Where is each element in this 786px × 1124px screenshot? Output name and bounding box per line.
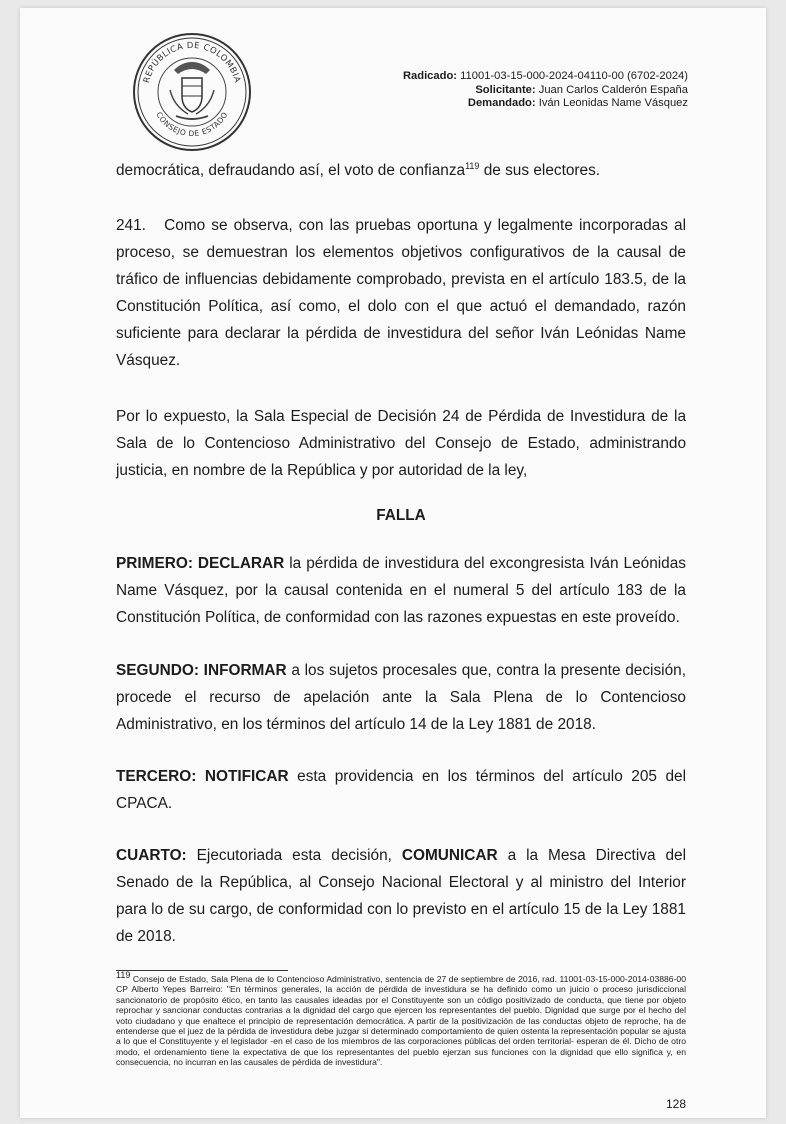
paragraph-tercero: TERCERO: NOTIFICAR esta providencia en los términos del artículo 205 del CPACA. <box>116 768 686 812</box>
paragraph-continuation: democrática, defraudando así, el voto de confianza$^{119}$ de sus electores. <box>116 160 601 179</box>
svg-text:CONSEJO DE ESTADO: CONSEJO DE ESTADO <box>154 110 230 139</box>
paragraph-cuarto: CUARTO: Ejecutoriada esta decisión, COMUNICAR a la Mesa Directiva del Senado de la República, al Consejo Nacional Electoral y al ministro del Interior para lo de su cargo, de conformidad con lo previsto en el artículo 15 de la Ley 1881 de 2018. <box>116 847 686 945</box>
svg-text:REPÚBLICA DE COLOMBIA: REPÚBLICA DE COLOMBIA <box>141 40 243 85</box>
footnote-119: $^{119}$ Consejo de Estado, Sala Plena de lo Contencioso Administrativo, sentencia de 27 de septiembre de 2016, rad. 11001-03-15-000-2014-03886-00 CP Alberto Yepes Barreiro: "En términos generales, la acción de pérdida de investidura se ha definido como un juicio o proceso jurisdiccional sancionatorio de propósito ético, en tanto las causales ideadas por el Constituyente son un código positivizado de conducta, que tiene por objeto reprochar y sancionar conductas contrarias a la dignidad del cargo que ejercen los representantes del pueblo. Dignidad que surge por el hecho del voto ciudadano y que enaltece el principio de representación democrática. A partir de la positivización de las conductas objeto de reproche, ha de entenderse que el juez de la pérdida de investidura debe juzgar si determinado comportamiento de quien ostenta la representación popular se ajusta a lo que el Constituyente y el legislador -en el caso de los miembros de las corporaciones públicas del orden territorial- esperan de él. Dicho de otro modo, el ordenamiento tiene la expectativa de que los representantes del pueblo ejerzan sus funciones con la dignidad que ello significa y, en consecuencia, no incurran en las causales de pérdida de investidura". <box>116 970 686 1068</box>
consejo-de-estado-seal <box>130 30 254 154</box>
demandado-value: Iván Leonidas Name Vásquez <box>538 97 688 109</box>
radicado-value: 11001-03-15-000-2024-04110-00 (6702-2024) <box>460 70 688 82</box>
document-page <box>20 8 766 1118</box>
demandado-label: Demandado: <box>467 97 536 109</box>
paragraph-primero: PRIMERO: DECLARAR la pérdida de investidura del excongresista Iván Leónidas Name Vásquez, por la causal contenida en el numeral 5 del artículo 183 de la Constitución Política, de conformidad con las razones expuestas en este proveído. <box>116 555 686 626</box>
footnote-ref: 119 <box>465 160 480 171</box>
falla-heading: FALLA <box>376 507 426 524</box>
paragraph-segundo: SEGUNDO: INFORMAR a los sujetos procesales que, contra la presente decisión, procede el recurso de apelación ante la Sala Plena de lo Contencioso Administrativo, en los términos del artículo 14 de la Ley 1881 de 2018. <box>116 662 686 733</box>
paragraph-por-lo-expuesto: Por lo expuesto, la Sala Especial de Decisión 24 de Pérdida de Investidura de la Sala de lo Contencioso Administrativo del Consejo de Estado, administrando justicia, en nombre de la República y por autoridad de la ley, <box>116 408 686 479</box>
paragraph-241: 241. Como se observa, con las pruebas oportuna y legalmente incorporadas al proceso, se demuestran los elementos objetivos configurativos de la causal de tráfico de influencias debidamente comprobado, prevista en el artículo 183.5, de la Constitución Política, así como, el dolo con el que actuó el demandado, razón suficiente para declarar la pérdida de investidura del señor Iván Leónidas Name Vásquez. <box>116 217 686 369</box>
case-header <box>403 70 688 111</box>
page-number: 128 <box>665 1097 686 1111</box>
radicado-label: Radicado: <box>402 70 458 82</box>
footnote-divider <box>116 970 288 971</box>
solicitante-label: Solicitante: <box>475 83 536 96</box>
solicitante-value: Juan Carlos Calderón España <box>538 83 688 96</box>
